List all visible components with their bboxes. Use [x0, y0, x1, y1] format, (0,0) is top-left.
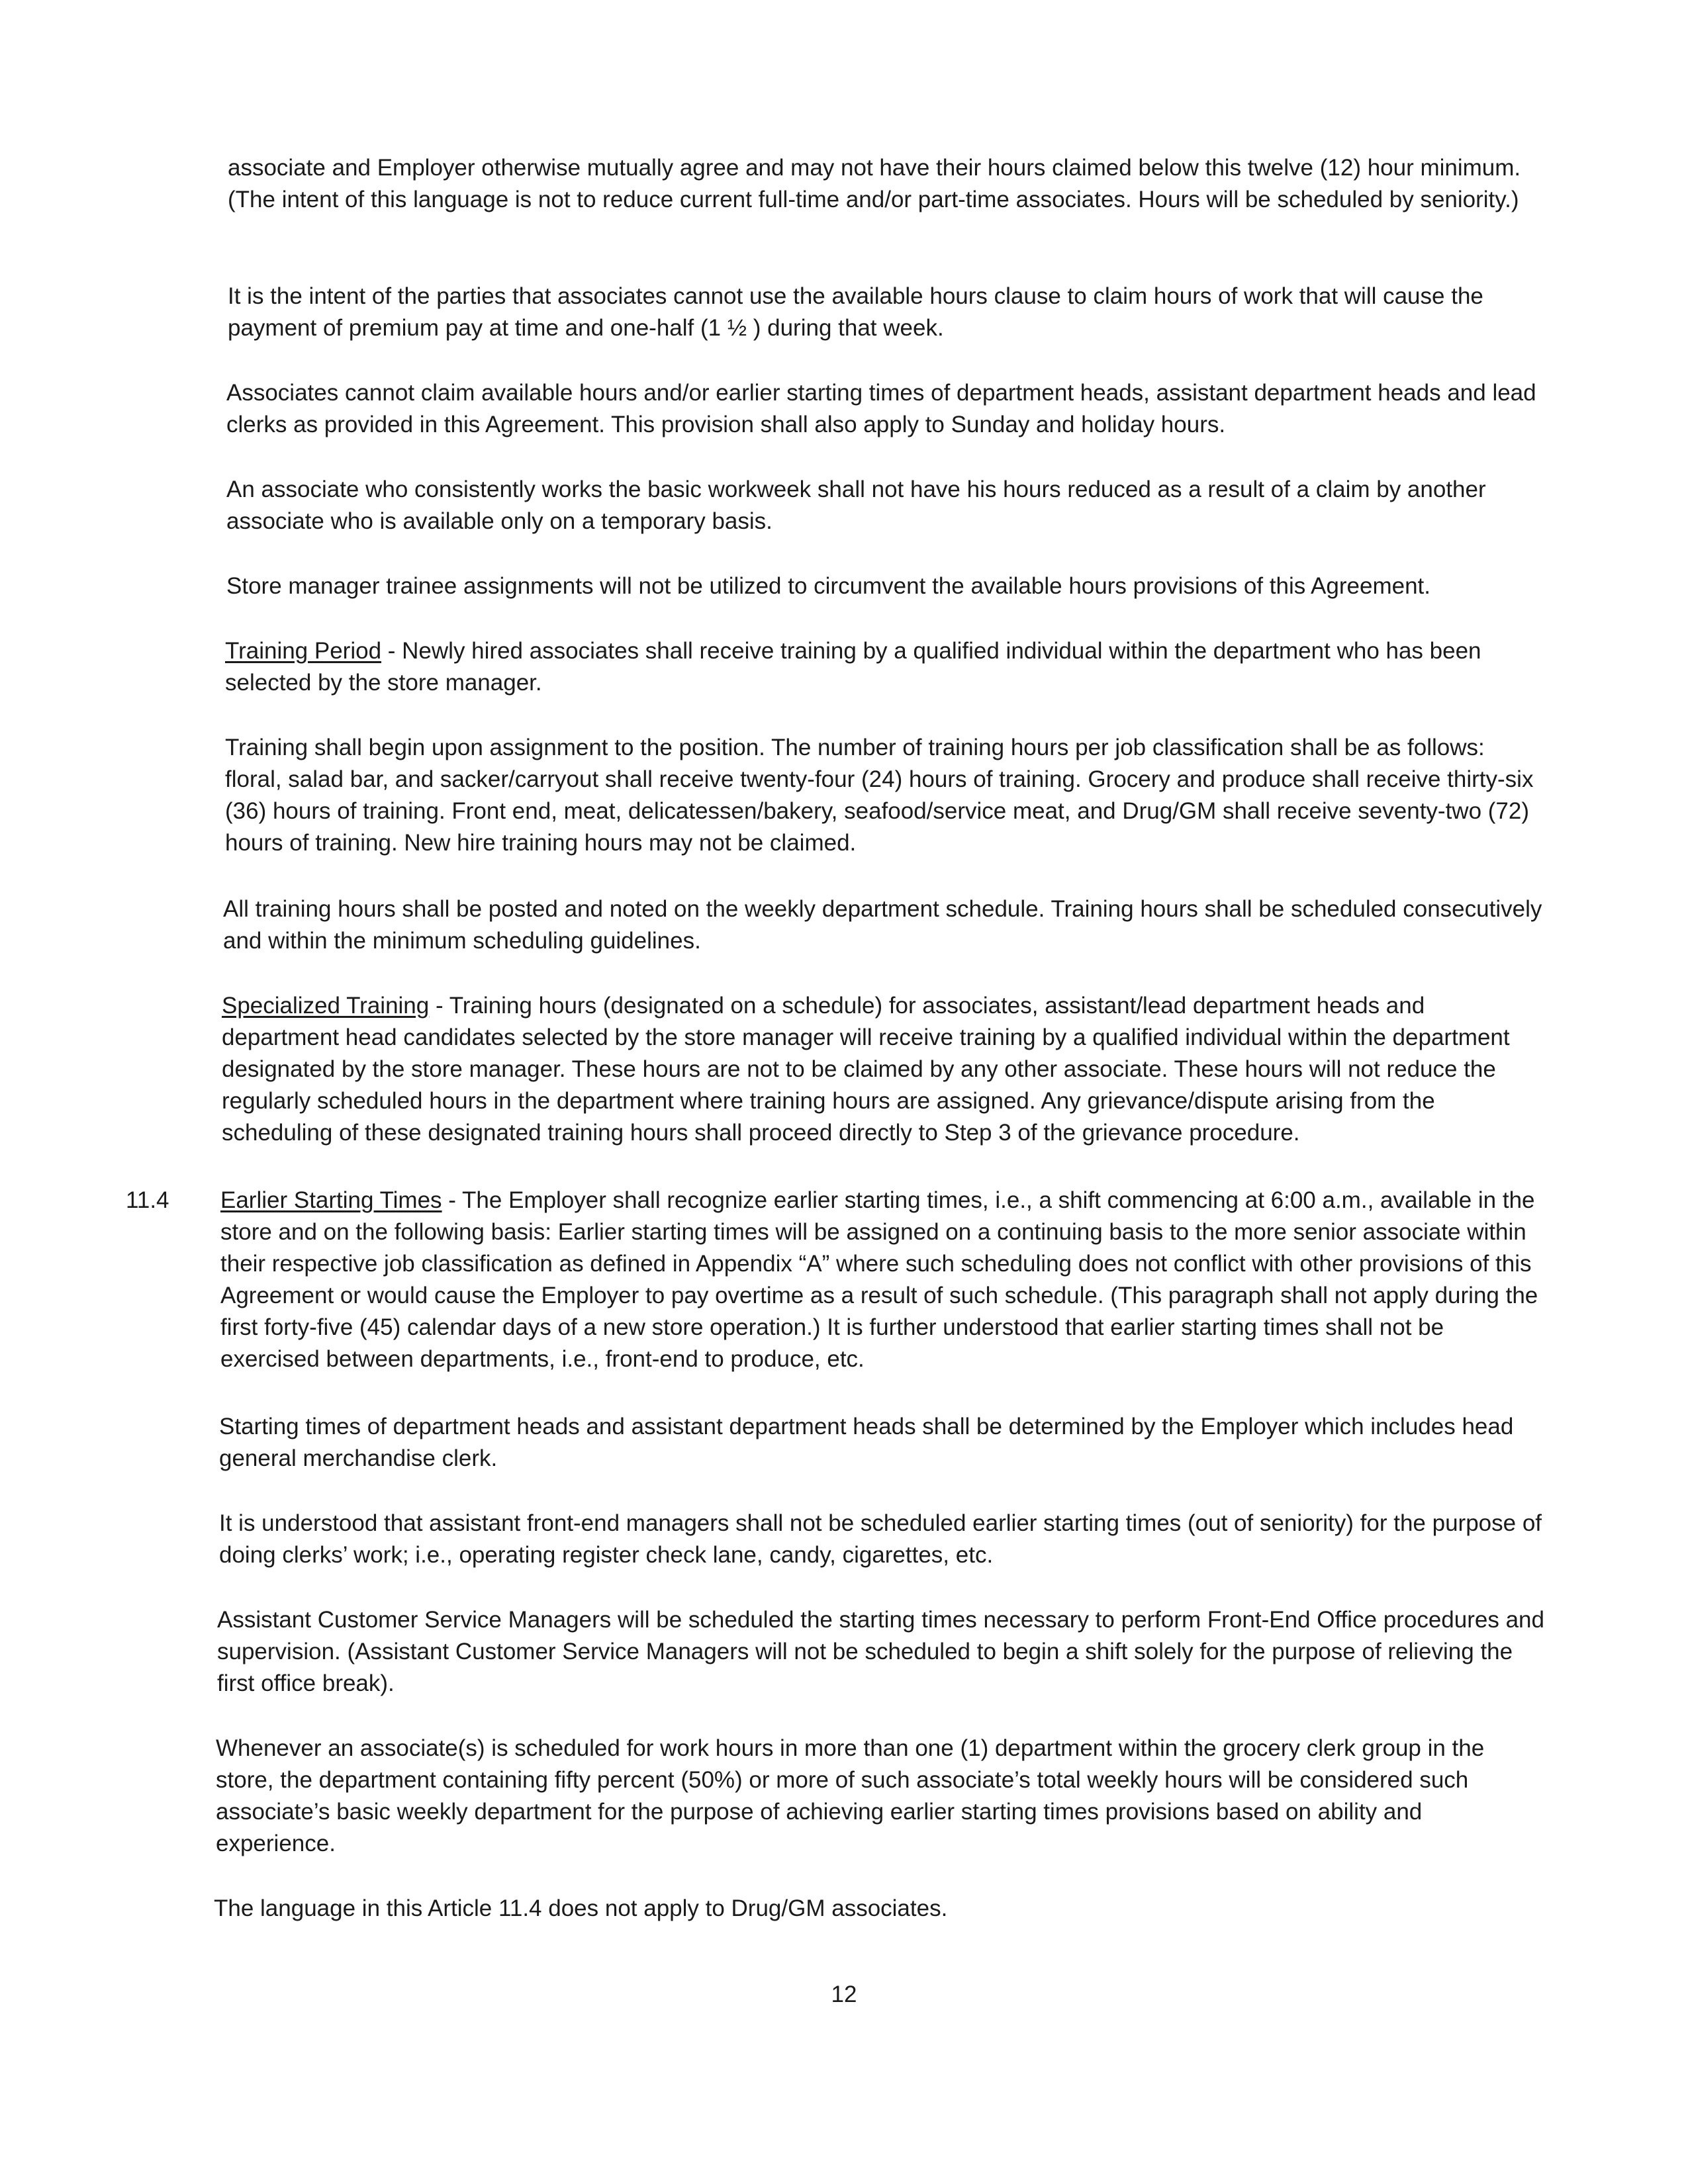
- paragraph-store-manager-trainee: Store manager trainee assignments will not be utilized to circumvent the available hours provisions of this Agreement.: [226, 573, 1430, 599]
- paragraph-premium-pay-intent: It is the intent of the parties that associates cannot use the available hours clause to claim hours of work that will cause the payment of premium pay at time and one-half (1 ½ ) during that week.: [228, 283, 1483, 341]
- paragraph-earlier-starting-times: [220, 1185, 1545, 1375]
- paragraph-drug-gm-exclusion: The language in this Article 11.4 does not apply to Drug/GM associates.: [214, 1895, 948, 1921]
- section-number: 11.4: [126, 1187, 169, 1213]
- paragraph-available-hours-minimum: associate and Employer otherwise mutually agree and may not have their hours claimed below this twelve (12) hour minimum. (The intent of this language is not to reduce current full-time and/or part-time associates. Hours will be scheduled by seniority.): [228, 155, 1521, 212]
- earlier-starting-times-body: - The Employer shall recognize earlier starting times, i.e., a shift commencing at 6:00 a.m., available in the store and on the following basis: Earlier starting times will be assigned on a continuing basis to the more senior associate within their respective job classification as defined in Appendix “A” where such scheduling does not conflict with other provisions of this Agreement or would cause the Employer to pay overtime as a result of such schedule. (This paragraph shall not apply during the first forty-five (45) calendar days of a new store operation.) It is further understood that earlier starting times shall not be exercised between departments, i.e., front-end to produce, etc.: [220, 1187, 1538, 1372]
- paragraph-basic-workweek: An associate who consistently works the basic workweek shall not have his hours reduced as a result of a claim by another associate who is available only on a temporary basis.: [226, 477, 1486, 534]
- training-period-heading: Training Period: [225, 638, 382, 664]
- paragraph-specialized-training: [222, 990, 1545, 1149]
- paragraph-training-period: [225, 635, 1545, 699]
- page-number: 12: [831, 1981, 857, 2007]
- paragraph-training-schedule: All training hours shall be posted and noted on the weekly department schedule. Training hours shall be scheduled consecutively and within the minimum scheduling guidelines.: [223, 896, 1542, 954]
- paragraph-assistant-front-end-managers: It is understood that assistant front-end managers shall not be scheduled earlier starting times (out of seniority) for the purpose of doing clerks’ work; i.e., operating register check lane, candy, cigarettes, etc.: [219, 1510, 1542, 1568]
- paragraph-department-heads-claims: Associates cannot claim available hours and/or earlier starting times of department heads, assistant department heads and lead clerks as provided in this Agreement. This provision shall also apply to Sunday and holiday hours.: [226, 380, 1536, 437]
- training-period-body: - Newly hired associates shall receive training by a qualified individual within the department who has been selected by the store manager.: [225, 638, 1481, 696]
- paragraph-department-heads-starting-times: Starting times of department heads and assistant department heads shall be determined by the Employer which includes head general merchandise clerk.: [219, 1414, 1514, 1471]
- paragraph-assistant-customer-service: Assistant Customer Service Managers will be scheduled the starting times necessary to perform Front-End Office procedures and supervision. (Assistant Customer Service Managers will not be scheduled to begin a shift solely for the purpose of relieving the first office break).: [217, 1607, 1544, 1696]
- earlier-starting-times-heading: Earlier Starting Times: [220, 1187, 442, 1213]
- paragraph-multiple-departments: Whenever an associate(s) is scheduled for work hours in more than one (1) department within the grocery clerk group in the store, the department containing fifty percent (50%) or more of such associate’s total weekly hours will be considered such associate’s basic weekly department for the purpose of achieving earlier starting times provisions based on ability and experience.: [216, 1735, 1485, 1856]
- paragraph-training-hours: Training shall begin upon assignment to the position. The number of training hours per job classification shall be as follows: floral, salad bar, and sacker/carryout shall receive twenty-four (24) hours of training. Grocery and produce shall receive thirty-six (36) hours of training. Front end, meat, delicatessen/bakery, seafood/service meat, and Drug/GM shall receive seventy-two (72) hours of training. New hire training hours may not be claimed.: [225, 735, 1534, 856]
- specialized-training-heading: Specialized Training: [222, 993, 430, 1019]
- specialized-training-body: - Training hours (designated on a schedule) for associates, assistant/lead department heads and department head candidates selected by the store manager will receive training by a qualified individual within the department designated by the store manager. These hours are not to be claimed by any other associate. These hours will not reduce the regularly scheduled hours in the department where training hours are assigned. Any grievance/dispute arising from the scheduling of these designated training hours shall proceed directly to Step 3 of the grievance procedure.: [222, 993, 1510, 1146]
